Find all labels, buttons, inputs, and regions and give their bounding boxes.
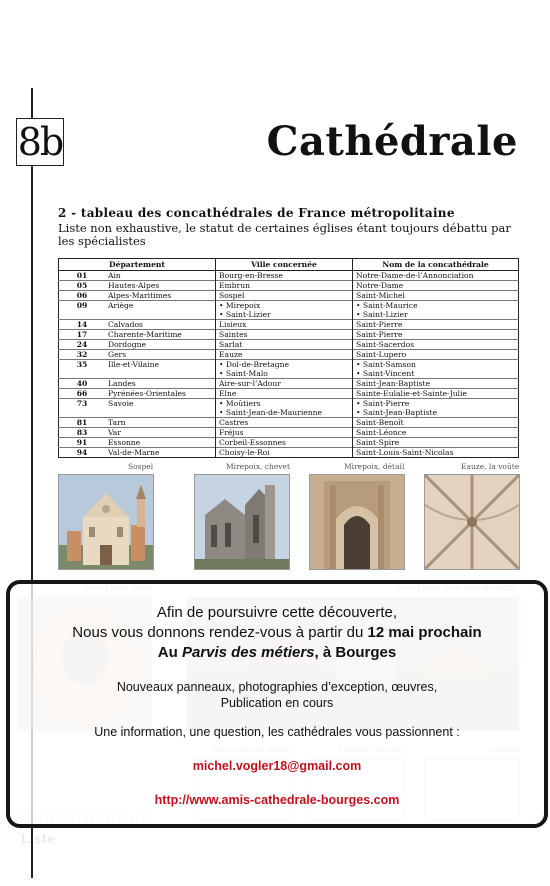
- table-row: [59, 281, 519, 291]
- cell-ville: Corbeil-Essonnes: [216, 438, 353, 448]
- announcement-box: [6, 580, 548, 828]
- cell-dept-name: [105, 408, 216, 418]
- announcement-line-1: Afin de poursuivre cette découverte,: [156, 604, 398, 621]
- table-row: [59, 399, 519, 409]
- cell-dept-number: 83: [59, 428, 106, 438]
- cell-nom: • Saint-Jean-Baptiste: [353, 408, 519, 418]
- cell-dept-name: Val-de-Marne: [105, 448, 216, 458]
- header-departement: Département: [59, 259, 216, 271]
- cell-nom: Notre-Dame: [353, 281, 519, 291]
- page-title: Cathédrale: [266, 118, 518, 165]
- photo-mirepoix-detail: [309, 474, 405, 570]
- table-row: [59, 418, 519, 428]
- caption-sospel: Sospel: [128, 462, 154, 471]
- cell-ville: Sospel: [216, 291, 353, 301]
- cell-dept-number: 17: [59, 330, 106, 340]
- cell-dept-number: 81: [59, 418, 106, 428]
- caption-mirepoix-detail: Mirepoix, détail: [344, 462, 405, 471]
- table-row: [59, 369, 519, 379]
- cell-dept-number: 05: [59, 281, 106, 291]
- table-header-row: [59, 259, 519, 271]
- announcement-line-3-suffix: , à Bourges: [314, 644, 397, 661]
- announcement-line-5: Publication en cours: [220, 696, 334, 710]
- cell-dept-number: 14: [59, 320, 106, 330]
- cell-dept-name: Alpes-Maritimes: [105, 291, 216, 301]
- cell-nom: • Saint-Vincent: [353, 369, 519, 379]
- cell-ville: • Saint-Malo: [216, 369, 353, 379]
- cell-nom: Saint-Jean-Baptiste: [353, 379, 519, 389]
- website-link[interactable]: http://www.amis-cathedrale-bourges.com: [154, 793, 400, 807]
- announcement-line-3-prefix: Au: [157, 644, 182, 661]
- cell-nom: Saint-Pierre: [353, 320, 519, 330]
- cell-dept-number: 24: [59, 340, 106, 350]
- cell-dept-name: Tarn: [105, 418, 216, 428]
- cell-dept-number: 01: [76, 271, 88, 280]
- cell-nom: Saint-Lupero: [353, 350, 519, 360]
- announcement-line-2: [10, 624, 544, 641]
- cell-dept-name: Hautes-Alpes: [105, 281, 216, 291]
- cell-dept-number: 32: [59, 350, 106, 360]
- contact-email-link[interactable]: michel.vogler18@gmail.com: [192, 759, 362, 773]
- ghost-subtitle: Liste: [20, 832, 56, 847]
- cell-ville: Elne: [216, 389, 353, 399]
- cell-dept-number: 91: [59, 438, 106, 448]
- table-row: [59, 301, 519, 311]
- cell-dept-number: 40: [59, 379, 106, 389]
- cell-dept-name: Ariège: [105, 301, 216, 311]
- cell-ville: Castres: [216, 418, 353, 428]
- table-row: [59, 438, 519, 448]
- cell-dept-name: Dordogne: [105, 340, 216, 350]
- cell-dept-number: 09: [59, 301, 106, 311]
- cell-nom: Saint-Michel: [353, 291, 519, 301]
- header-ville: Ville concernée: [216, 259, 353, 271]
- cell-ville: • Dol-de-Bretagne: [216, 360, 353, 370]
- table-row: [59, 340, 519, 350]
- announcement-date: 12 mai prochain: [367, 624, 482, 641]
- cell-nom: Saint-Spire: [353, 438, 519, 448]
- table-row: [59, 389, 519, 399]
- table-row: [59, 428, 519, 438]
- cell-ville: • Saint-Jean-de-Maurienne: [216, 408, 353, 418]
- cell-dept-number: [59, 369, 106, 379]
- caption-mirepoix-chevet: Mirepoix, chevet: [226, 462, 290, 471]
- cell-ville: Sarlat: [216, 340, 353, 350]
- cell-ville: Bourg-en-Bresse: [216, 271, 353, 281]
- cell-dept-number: 66: [59, 389, 106, 399]
- table-row: [59, 448, 519, 458]
- cell-dept-name: Gers: [105, 350, 216, 360]
- table-body: [59, 271, 519, 458]
- cell-dept-number: 35: [59, 360, 106, 370]
- page-number-badge: 8b: [17, 120, 63, 164]
- cell-ville: • Moûtiers: [216, 399, 353, 409]
- table-row: [59, 379, 519, 389]
- cell-nom: Saint-Pierre: [353, 330, 519, 340]
- cell-nom: Saint-Sacerdos: [353, 340, 519, 350]
- cell-dept-name: Var: [105, 428, 216, 438]
- caption-eauze: Eauze, la voûte: [461, 462, 520, 471]
- section-heading: 2 - tableau des concathédrales de France métropolitaine: [58, 206, 455, 220]
- announcement-line-2-text: Nous vous donnons rendez-vous à partir du: [72, 624, 368, 641]
- cell-nom: • Saint-Samson: [353, 360, 519, 370]
- cell-nom: Notre-Dame-de-l’Annonciation: [353, 271, 519, 281]
- section-description: Liste non exhaustive, le statut de certaines églises étant toujours débattu par les spécialistes: [58, 221, 511, 248]
- table-row: [59, 360, 519, 370]
- cell-nom: • Saint-Pierre: [353, 399, 519, 409]
- cell-nom: Sainte-Eulalie-et-Sainte-Julie: [353, 389, 519, 399]
- concathedrales-table: [58, 258, 519, 458]
- cell-dept-number: 94: [59, 448, 106, 458]
- cell-dept-number: 73: [59, 399, 106, 409]
- table-row: [59, 350, 519, 360]
- cell-nom: Saint-Louis-Saint-Nicolas: [353, 448, 519, 458]
- cell-nom: • Saint-Maurice: [353, 301, 519, 311]
- cell-ville: Eauze: [216, 350, 353, 360]
- cell-dept-name: Savoie: [105, 399, 216, 409]
- cell-dept-name: Pyrénées-Orientales: [105, 389, 216, 399]
- cell-ville: • Saint-Lizier: [216, 310, 353, 320]
- cell-nom: Saint-Benoît: [353, 418, 519, 428]
- table-row: [59, 330, 519, 340]
- cell-ville: • Mirepoix: [216, 301, 353, 311]
- cell-dept-number: 06: [59, 291, 106, 301]
- announcement-line-6: Une information, une question, les cathédrales vous passionnent :: [94, 725, 460, 739]
- cell-dept-name: Ain: [108, 271, 121, 280]
- announcement-venue: Parvis des métiers: [181, 644, 315, 661]
- cell-ville: Embrun: [216, 281, 353, 291]
- cell-ville: Lisieux: [216, 320, 353, 330]
- table-row: [59, 310, 519, 320]
- table-row: [59, 408, 519, 418]
- cell-nom: Saint-Léonce: [353, 428, 519, 438]
- cell-nom: • Saint-Lizier: [353, 310, 519, 320]
- cell-dept-name: [105, 369, 216, 379]
- header-nom: Nom de la concathédrale: [353, 259, 519, 271]
- cell-ville: Saintes: [216, 330, 353, 340]
- announcement-line-4: Nouveaux panneaux, photographies d’exception, œuvres,: [116, 680, 438, 694]
- cell-dept-number: [59, 310, 106, 320]
- cell-dept-name: Ille-et-Vilaine: [105, 360, 216, 370]
- cell-ville: Aire-sur-l’Adour: [216, 379, 353, 389]
- announcement-line-3: [10, 644, 544, 661]
- table-row: [59, 291, 519, 301]
- cell-dept-name: Calvados: [105, 320, 216, 330]
- photo-sospel: [58, 474, 154, 570]
- photo-mirepoix-chevet: [194, 474, 290, 570]
- cell-dept-number: [59, 408, 106, 418]
- cell-dept-name: Charente-Maritime: [105, 330, 216, 340]
- photo-eauze-voute: [424, 474, 520, 570]
- cell-ville: Fréjus: [216, 428, 353, 438]
- table-row: [59, 271, 519, 281]
- cell-ville: Choisy-le-Roi: [216, 448, 353, 458]
- cell-dept-name: Landes: [105, 379, 216, 389]
- cell-dept-name: Essonne: [105, 438, 216, 448]
- cell-dept-name: [105, 310, 216, 320]
- table-row: [59, 320, 519, 330]
